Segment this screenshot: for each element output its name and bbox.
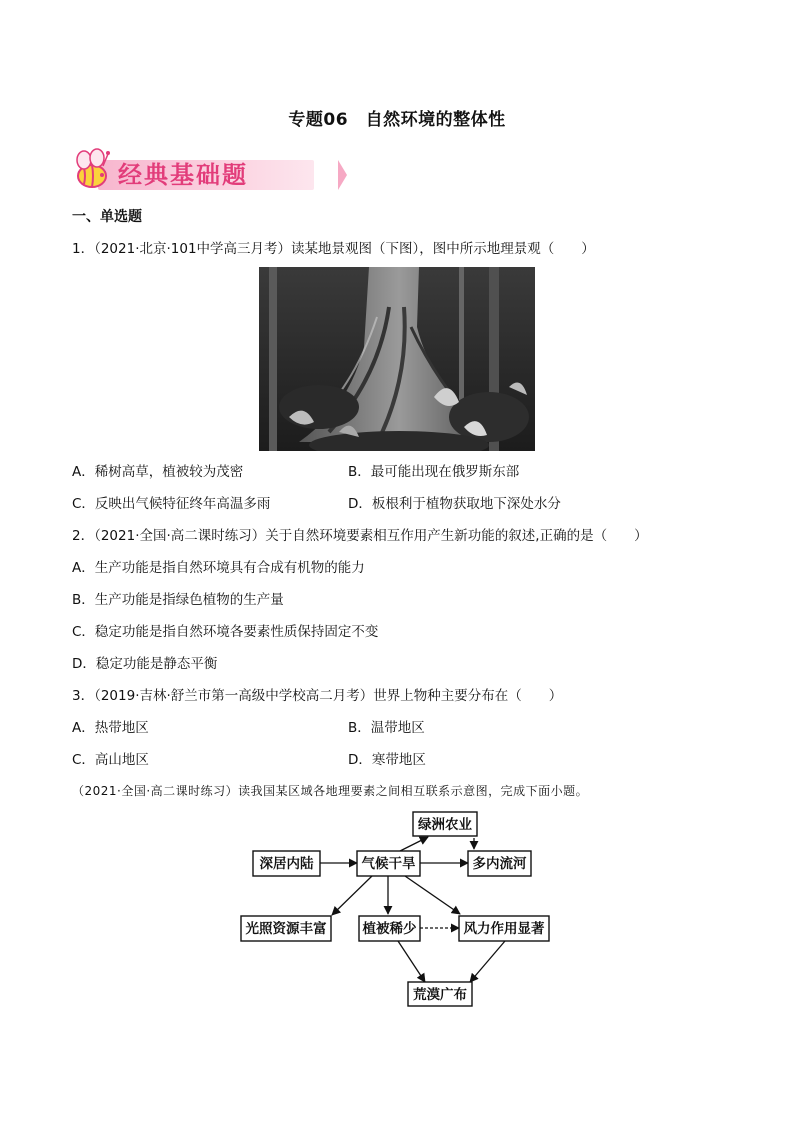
node-light: 光照资源丰富: [245, 921, 327, 937]
question-2-option-a: A．生产功能是指自然环境具有合成有机物的能力: [72, 560, 365, 576]
question-2-option-d: D．稳定功能是静态平衡: [72, 656, 218, 672]
question-3-option-d: D．寒带地区: [348, 752, 426, 768]
question-2-stem: 2．（2021·全国·高二课时练习）关于自然环境要素相互作用产生新功能的叙述,正确的是（ ）: [72, 528, 648, 544]
page-title: 专题06 自然环境的整体性: [288, 110, 506, 130]
node-oasis: 绿洲农业: [418, 817, 472, 833]
question-1-option-c: C．反映出气候特征终年高温多雨: [72, 496, 271, 512]
node-veg: 植被稀少: [362, 921, 417, 937]
arrow-climate-oasis: [400, 837, 428, 851]
question-3-option-b: B．温带地区: [348, 720, 425, 736]
banner-label: 经典基础题: [118, 161, 248, 189]
question-1-option-a: A．稀树高草，植被较为茂密: [72, 464, 244, 480]
question-1-option-d: D．板根利于植物获取地下深处水分: [348, 496, 561, 512]
node-inland: 深居内陆: [259, 856, 314, 872]
question-2-option-c: C．稳定功能是指自然环境各要素性质保持固定不变: [72, 624, 379, 640]
node-desert: 荒漠广布: [413, 987, 467, 1003]
question-3-stem: 3．（2019·吉林·舒兰市第一高级中学校高二月考）世界上物种主要分布在（ ）: [72, 688, 563, 704]
question-1-stem: 1．（2021·北京·101中学高三月考）读某地景观图（下图），图中所示地理景观（ ）: [72, 241, 595, 257]
question-3-option-c: C．高山地区: [72, 752, 149, 768]
diagram-intro: （2021·全国·高二课时练习）读我国某区域各地理要素之间相互联系示意图，完成下面小题。: [72, 784, 589, 798]
question-1-option-b: B．最可能出现在俄罗斯东部: [348, 464, 520, 480]
arrow-climate-light: [332, 876, 372, 915]
node-climate: 气候干旱: [361, 856, 416, 872]
node-wind: 风力作用显著: [463, 921, 545, 937]
question-2-option-b: B．生产功能是指绿色植物的生产量: [72, 592, 284, 608]
node-rivers: 多内流河: [472, 856, 527, 872]
arrow-wind-desert: [470, 941, 505, 982]
arrow-veg-desert: [398, 941, 425, 982]
section-type-heading: 一、单选题: [72, 209, 142, 225]
question-3-option-a: A．热带地区: [72, 720, 149, 736]
arrow-climate-wind: [405, 876, 460, 914]
